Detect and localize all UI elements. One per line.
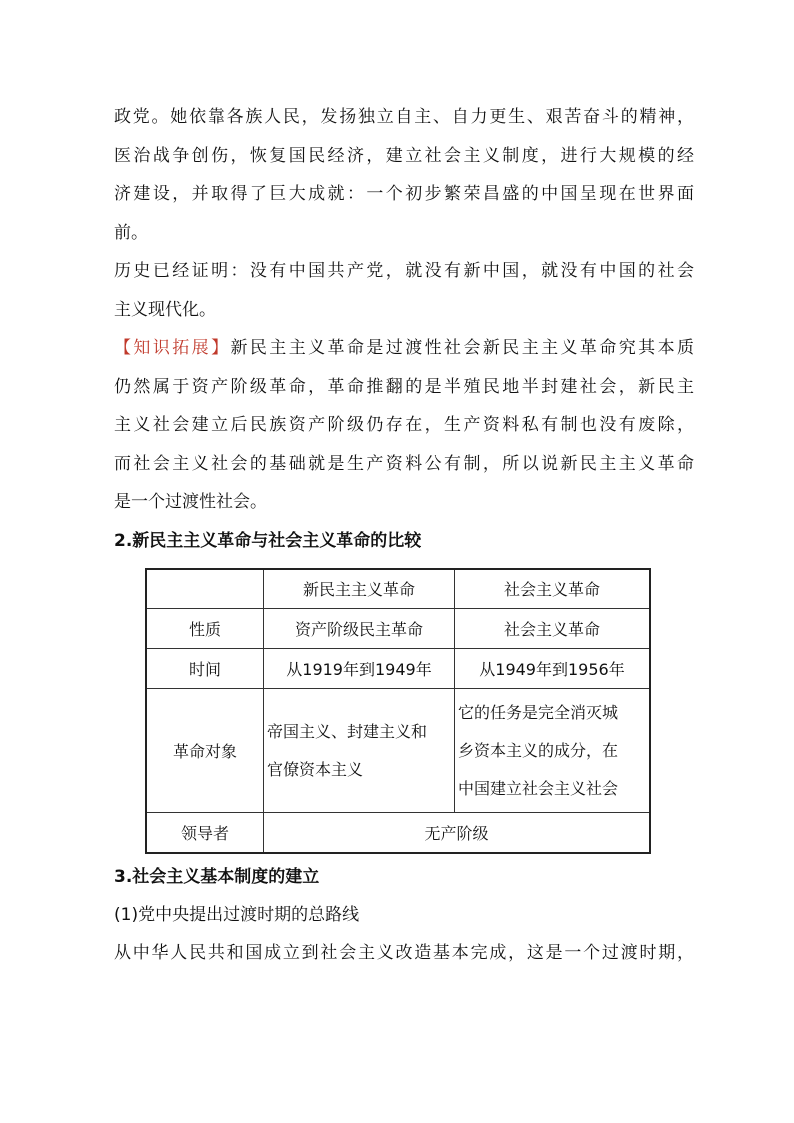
table-cell [146,569,264,609]
text-line [114,329,694,368]
text-line: 仍然属于资产阶级革命，革命推翻的是半殖民地半封建社会，新民主 [114,376,694,397]
knowledge-extension-tag: 【知识拓展】 [114,338,231,358]
text-line: 主义社会建立后民族资产阶级仍存在，生产资料私有制也没有废除， [114,415,694,435]
table-row [146,813,650,853]
section-2-heading: 2.新民主主义革命与社会主义革命的比较 [114,530,422,551]
row-label: 时间 [146,649,264,689]
table-row [146,649,650,689]
revolution-comparison-table [145,568,651,854]
text-line: 从中华人民共和国成立到社会主义改造基本完成，这是一个过渡时期， [114,943,694,963]
paragraph-history-proves [114,252,694,329]
document-body [114,98,694,973]
subheading-general-line: (1)党中央提出过渡时期的总路线 [114,904,360,925]
table-row [146,689,650,813]
table-header-row [146,569,650,609]
table-header-cell: 新民主主义革命 [264,569,455,609]
table-header-cell: 社会主义革命 [455,569,651,609]
text-span: 新民主主义革命是过渡性社会新民主主义革命究其本质 [230,338,695,358]
table-cell: 社会主义革命 [455,609,651,649]
table-cell: 无产阶级 [264,813,651,853]
row-label: 性质 [146,609,264,649]
cell-line: 帝国主义、封建主义和 [267,721,428,741]
row-label: 领导者 [146,813,264,853]
text-line: 历史已经证明：没有中国共产党，就没有新中国，就没有中国的社会 [114,261,694,281]
table-cell: 从1949年到1956年 [455,649,651,689]
text-line: 政党。她依靠各族人民，发扬独立自主、自力更生、艰苦奋斗的精神， [114,107,694,127]
text-line: 前。 [114,222,148,243]
cell-line: 官僚资本主义 [267,759,364,779]
table-cell [264,689,455,813]
table-row [146,609,650,649]
cell-line: 乡资本主义的成分，在 [458,740,619,760]
row-label: 革命对象 [146,689,264,813]
table-cell: 从1919年到1949年 [264,649,455,689]
cell-line: 中国建立社会主义社会 [458,778,619,798]
text-line: 主义现代化。 [114,299,216,320]
text-line: 而社会主义社会的基础就是生产资料公有制，所以说新民主主义革命 [114,453,694,474]
table-cell: 资产阶级民主革命 [264,609,455,649]
text-line: 医治战争创伤，恢复国民经济，建立社会主义制度，进行大规模的经 [114,145,694,166]
text-line: 济建设，并取得了巨大成就：一个初步繁荣昌盛的中国呈现在世界面 [114,184,694,204]
text-line: 是一个过渡性社会。 [114,492,267,512]
paragraph-knowledge-extension [114,329,694,522]
cell-line: 它的任务是完全消灭城 [458,702,619,722]
section-3-heading: 3.社会主义基本制度的建立 [114,866,320,887]
table-cell [455,689,651,813]
paragraph-party-achievements [114,98,694,252]
